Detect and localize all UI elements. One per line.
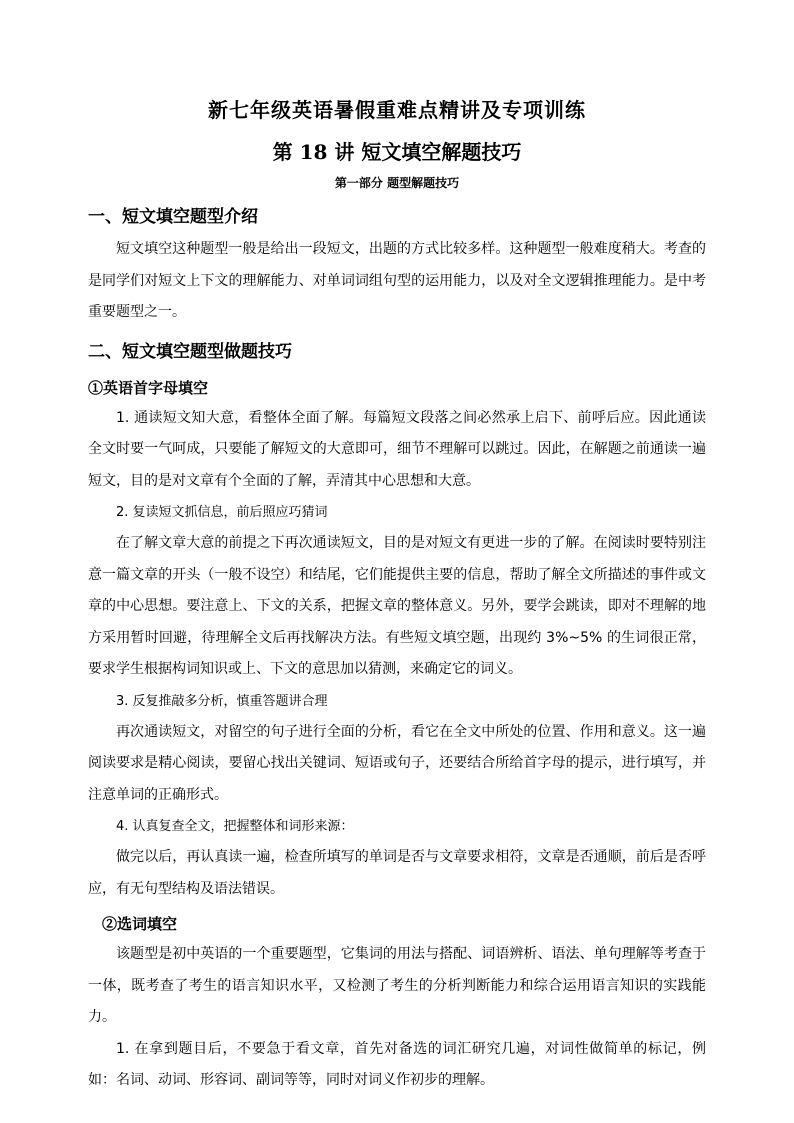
part-2-intro: 该题型是初中英语的一个重要题型，它集词的用法与搭配、词语辨析、语法、单句理解等考查于一体，既考查了考生的语言知识水平，又检测了考生的分析判断能力和综合运用语言知识的实践能力。 [88,946,706,1025]
part-2-step-1: 1. 在拿到题目后，不要急于看文章，首先对备选的词汇研究几遍，对词性做简单的标记，例如：名词、动词、形容词、副词等等，同时对词义作初步的理解。 [88,1040,706,1088]
step-2-paragraph: 在了解文章大意的前提之下再次通读短文，目的是对短文有更进一步的了解。在阅读时要特别注意一篇文章的开头（一般不设空）和结尾，它们能提供主要的信息，帮助了解全文所描述的事件或文章的中心思想。要注意上、下文的关系，把握文章的整体意义。另外，要学会跳读，即对不理解的地方采用暂时回避，待理解全文后再找解决方法。有些短文填空题，出现约 3%~5% 的生词很正常，要求学生根据构词知识或上、下文的意思加以猜测，来确定它的词义。 [88,535,706,677]
section-1-paragraph: 短文填空这种题型一般是给出一段短文，出题的方式比较多样。这种题型一般难度稍大。考查的是同学们对短文上下文的理解能力、对单词词组句型的运用能力，以及对全文逻辑推理能力。是中考重要题型之一。 [88,241,706,320]
step-4-title: 4. 认真复查全文，把握整体和词形来源： [116,819,354,834]
step-3-paragraph: 再次通读短文，对留空的句子进行全面的分析，看它在全文中所处的位置、作用和意义。这一遍阅读要求是精心阅读，要留心找出关键词、短语或句子，还要结合所给首字母的提示，进行填写，并注意单词的正确形式。 [88,723,706,803]
document-title: 新七年级英语暑假重难点精讲及专项训练 [208,98,586,122]
section-2-heading: 二、短文填空题型做题技巧 [88,341,292,362]
part-title: 第一部分 题型解题技巧 [334,176,460,190]
section-1-heading: 一、短文填空题型介绍 [88,207,258,227]
part-1-heading: ①英语首字母填空 [88,378,209,397]
step-1-paragraph: 1. 通读短文知大意，看整体全面了解。每篇短文段落之间必然承上启下、前呼后应。因此通读全文时要一气呵成，只要能了解短文的大意即可，细节不理解可以跳过。因此，在解题之前通读一遍短文，目的是对文章有个全面的了解，弄清其中心思想和大意。 [88,409,706,489]
part-2-heading: ②选词填空 [102,915,178,933]
step-4-paragraph: 做完以后，再认真读一遍，检查所填写的单词是否与文章要求相符，文章是否通顺，前后是否呼应，有无句型结构及语法错误。 [88,849,706,897]
lecture-title: 第 18 讲 短文填空解题技巧 [272,140,522,164]
document-body [88,200,706,1097]
step-2-title: 2. 复读短文抓信息，前后照应巧猜词 [116,505,328,520]
step-3-title: 3. 反复推敲多分析，慎重答题讲合理 [116,693,328,709]
